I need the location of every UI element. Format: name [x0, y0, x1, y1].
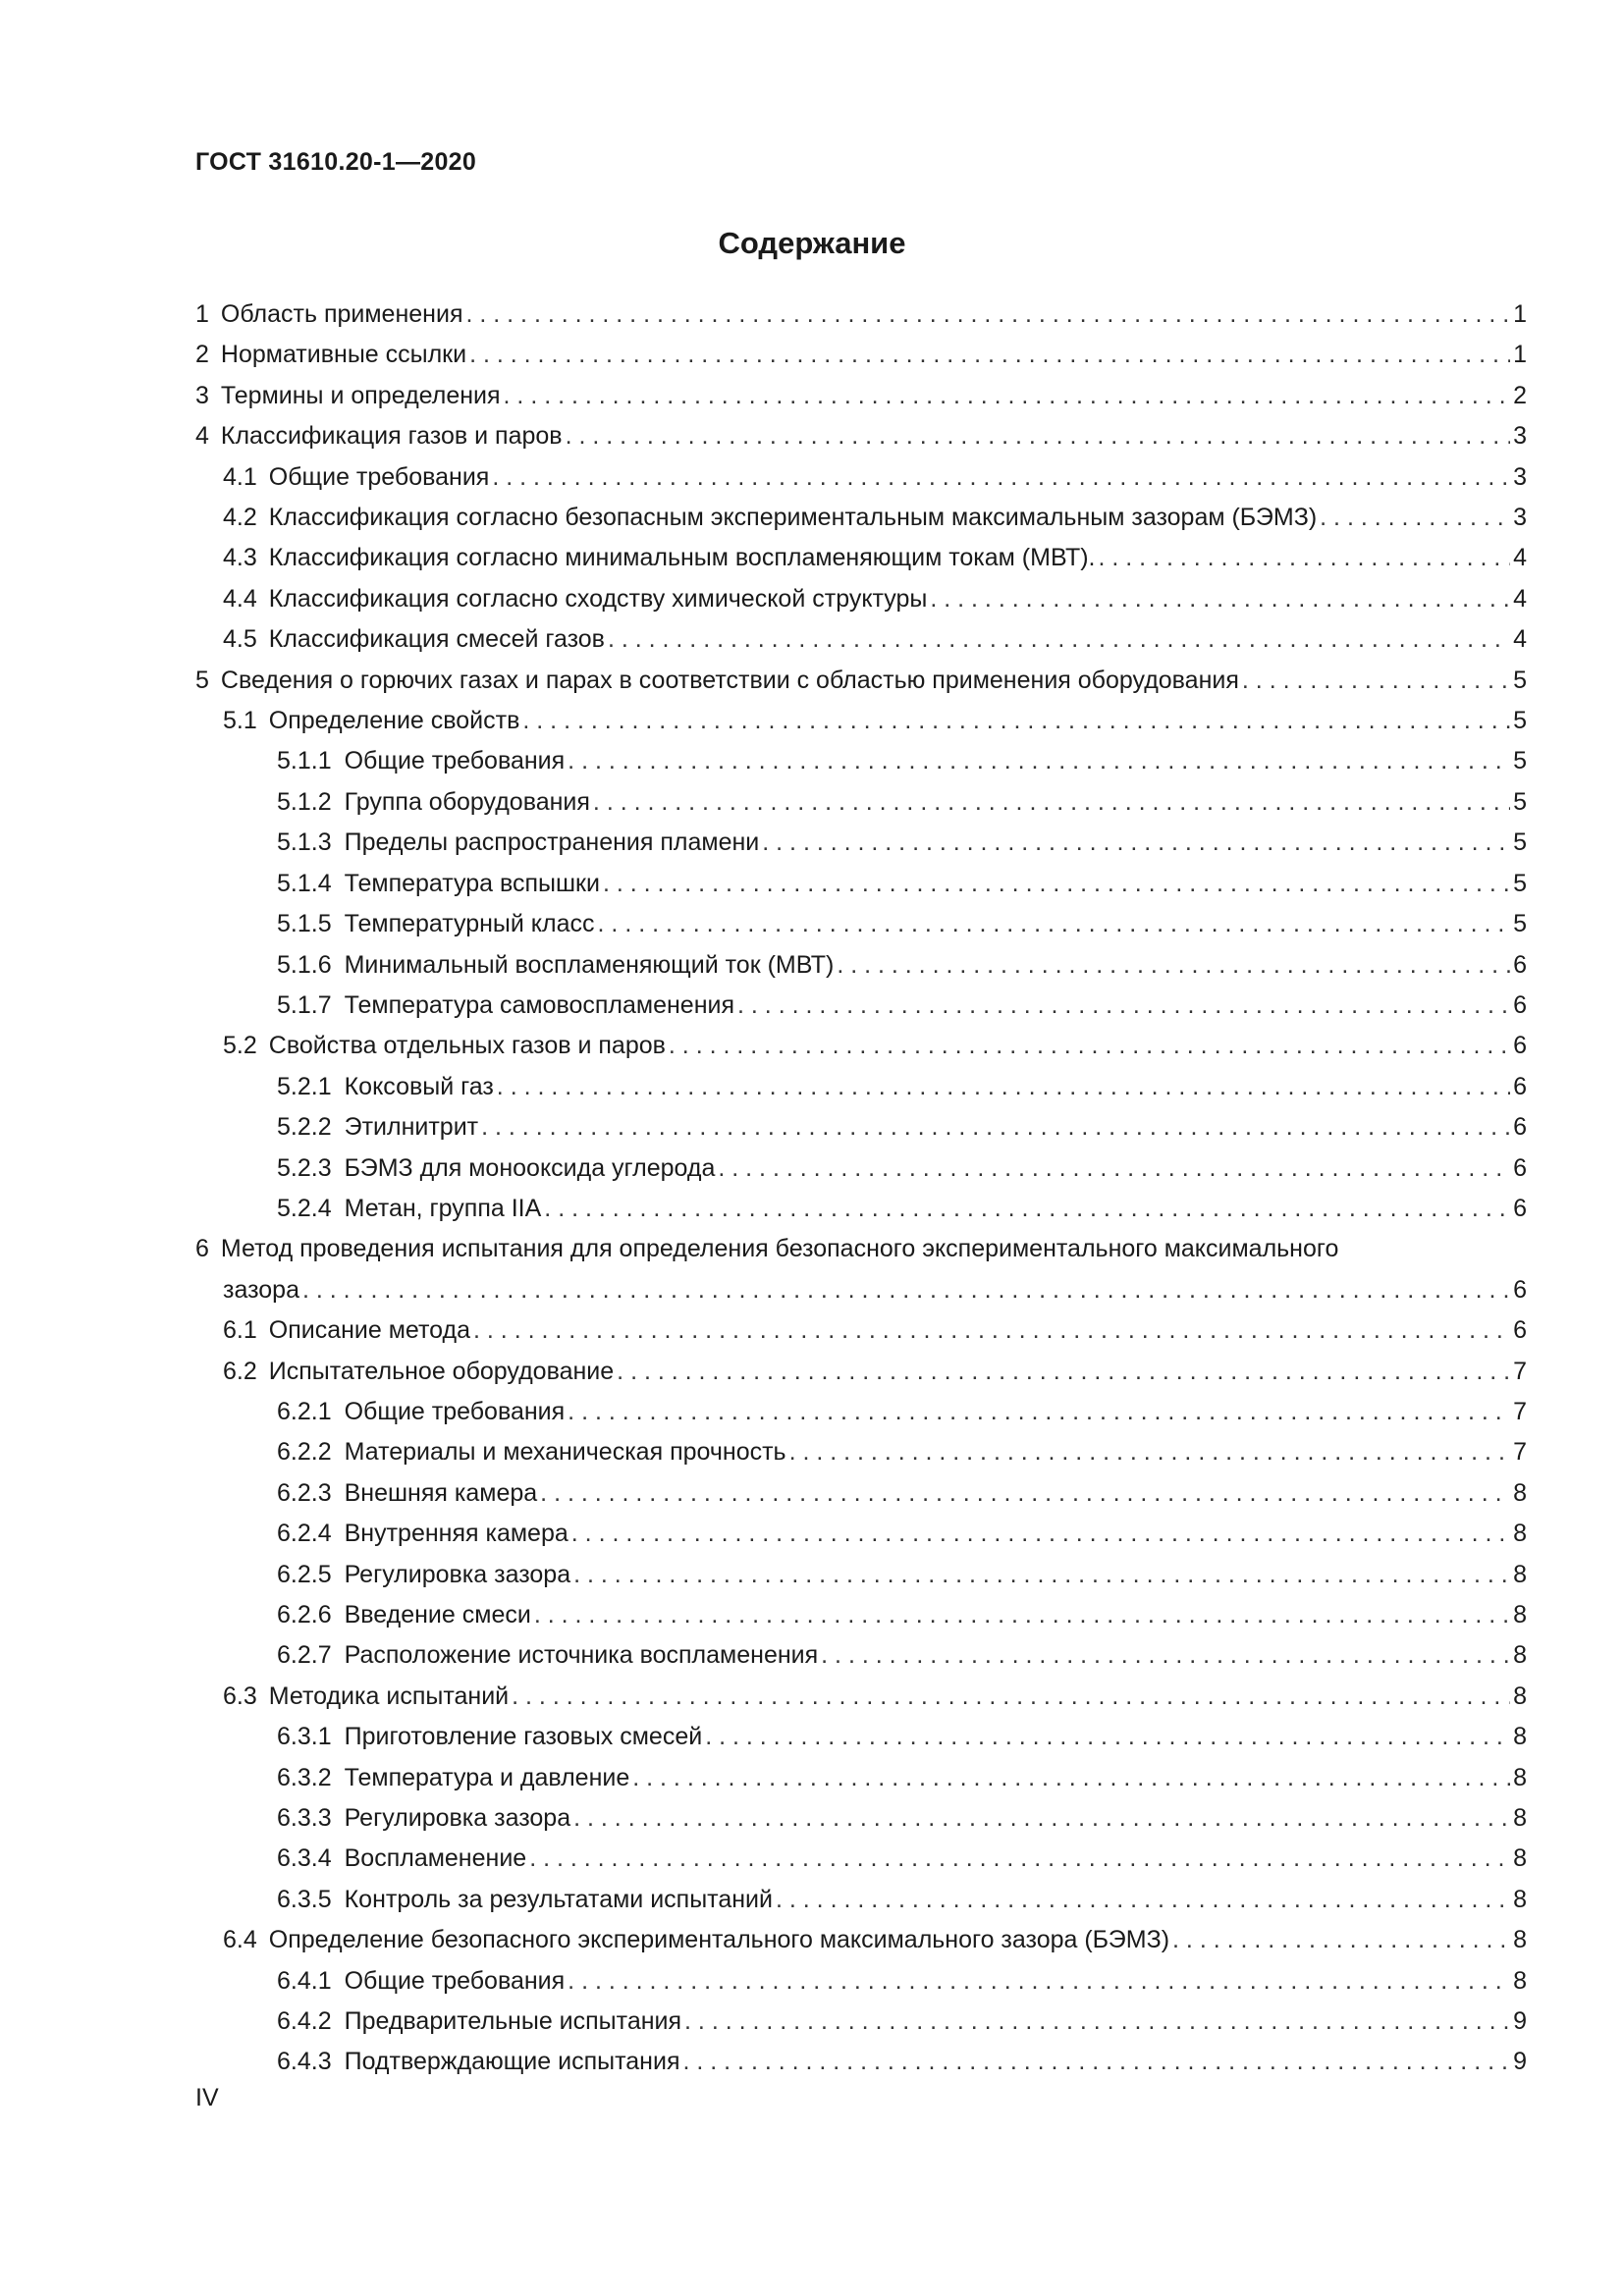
toc-entry-title: Общие требования: [344, 1966, 566, 1995]
dot-leader: [1172, 1920, 1510, 1960]
toc-entry-title: Метод проведения испытания для определения безопасного экспериментального максимального: [220, 1235, 1339, 1263]
dot-leader: [568, 741, 1510, 781]
dot-leader: [1099, 538, 1511, 578]
toc-entry[interactable]: [195, 904, 1527, 944]
toc-entry-title: Свойства отдельных газов и паров: [268, 1032, 666, 1060]
toc-entry-page: 6: [1513, 1153, 1527, 1182]
toc-entry-page: 8: [1513, 1926, 1527, 1954]
toc-entry-number: 6.3: [223, 1682, 257, 1710]
toc-entry[interactable]: [195, 619, 1527, 660]
dot-leader: [598, 904, 1511, 944]
toc-entry-page: 5: [1513, 910, 1527, 938]
toc-entry-page: 5: [1513, 747, 1527, 775]
toc-entry-number: 6.3.3: [277, 1804, 332, 1833]
toc-entry-number: 5.2: [223, 1032, 257, 1060]
toc-entry-number: 6.4: [223, 1926, 257, 1954]
dot-leader: [522, 701, 1510, 741]
toc-entry-page: 8: [1513, 1601, 1527, 1629]
dot-leader: [512, 1677, 1510, 1717]
dot-leader: [534, 1595, 1510, 1635]
toc-entry[interactable]: [195, 1432, 1527, 1472]
dot-leader: [608, 619, 1510, 660]
toc-entry-title: Описание метода: [268, 1316, 471, 1345]
toc-entry[interactable]: [195, 376, 1527, 416]
toc-entry-title: Определение свойств: [268, 707, 520, 735]
page-number: IV: [195, 2084, 219, 2111]
toc-entry-title: Материалы и механическая прочность: [344, 1438, 786, 1467]
toc-entry-number: 5.2.1: [277, 1072, 332, 1100]
toc-entry-number: 6.2.5: [277, 1560, 332, 1588]
toc-entry-title: Область применения: [220, 300, 463, 328]
dot-leader: [573, 1555, 1510, 1595]
toc-entry-title: Пределы распространения пламени: [344, 828, 760, 857]
dot-leader: [465, 294, 1510, 335]
toc-entry-number: 6: [195, 1235, 209, 1263]
dot-leader: [540, 1473, 1510, 1514]
toc-entry-title: Регулировка зазора: [344, 1804, 571, 1833]
toc-entry-number: 6.4.3: [277, 2048, 332, 2076]
toc-entry-number: 6.4.1: [277, 1966, 332, 1995]
toc-entry-page: 6: [1513, 1032, 1527, 1060]
toc-entry[interactable]: [195, 1839, 1527, 1879]
toc-entry-title: Классификация согласно безопасным экспериментальным максимальным зазорам (БЭМЗ): [268, 504, 1318, 532]
dot-leader: [302, 1270, 1510, 1310]
toc-entry-title: Температура самовоспламенения: [344, 990, 735, 1019]
toc-entry-number: 6.3.5: [277, 1885, 332, 1913]
toc-entry-page: 1: [1513, 341, 1527, 369]
toc-entry-title: Коксовый газ: [344, 1072, 494, 1100]
dot-leader: [492, 457, 1510, 498]
toc-entry-number: 6.2: [223, 1357, 257, 1385]
dot-leader: [762, 823, 1510, 863]
toc-entry-page: 3: [1513, 462, 1527, 491]
toc-entry-title: БЭМЗ для монооксида углерода: [344, 1153, 716, 1182]
toc-entry[interactable]: [195, 416, 1527, 456]
toc-entry-title: Введение смеси: [344, 1601, 531, 1629]
toc-entry[interactable]: [195, 864, 1527, 904]
toc-entry-page: 8: [1513, 1723, 1527, 1751]
toc-entry-title: Определение безопасного экспериментального максимального зазора (БЭМЗ): [268, 1926, 1170, 1954]
dot-leader: [529, 1839, 1510, 1879]
toc-entry-page: 4: [1513, 584, 1527, 613]
toc-entry-title: Приготовление газовых смесей: [344, 1723, 703, 1751]
toc-entry[interactable]: [195, 823, 1527, 863]
dot-leader: [684, 2002, 1510, 2042]
toc-entry-page: 5: [1513, 869, 1527, 897]
toc-entry[interactable]: [195, 457, 1527, 498]
toc-entry-title: Контроль за результатами испытаний: [344, 1885, 773, 1913]
toc-entry-page: 8: [1513, 1478, 1527, 1507]
toc-entry-page: 5: [1513, 787, 1527, 816]
dot-leader: [1242, 661, 1510, 701]
toc-entry[interactable]: [195, 986, 1527, 1026]
toc-entry-page: 6: [1513, 990, 1527, 1019]
toc-entry-title: Метан, группа IIA: [344, 1194, 542, 1222]
toc-entry-title: Этилнитрит: [344, 1113, 479, 1142]
toc-entry-page: 8: [1513, 1885, 1527, 1913]
dot-leader: [544, 1189, 1510, 1229]
toc-entry-page: 8: [1513, 1682, 1527, 1710]
toc-entry-number: 1: [195, 300, 209, 328]
toc-entry-number: 5.2.4: [277, 1194, 332, 1222]
toc-entry-page: 4: [1513, 625, 1527, 654]
toc-entry-number: 5.1.4: [277, 869, 332, 897]
toc-entry[interactable]: [195, 1026, 1527, 1066]
toc-entry-number: 5.1: [223, 707, 257, 735]
dot-leader: [571, 1514, 1510, 1554]
toc-entry-number: 5.1.1: [277, 747, 332, 775]
toc-entry[interactable]: [195, 498, 1527, 538]
toc-entry[interactable]: [195, 945, 1527, 986]
dot-leader: [705, 1717, 1510, 1757]
toc-entry[interactable]: [195, 538, 1527, 578]
toc-entry-page: 7: [1513, 1438, 1527, 1467]
toc-entry-title: Температурный класс: [344, 910, 595, 938]
toc-entry-number: 4: [195, 422, 209, 451]
toc-entry-number: 6.2.1: [277, 1397, 332, 1425]
toc-entry-number: 6.2.7: [277, 1641, 332, 1670]
toc-entry-page: 8: [1513, 1763, 1527, 1791]
toc-entry-page: 6: [1513, 1072, 1527, 1100]
toc-entry-page: 3: [1513, 504, 1527, 532]
toc-entry-page: 5: [1513, 828, 1527, 857]
dot-leader: [930, 579, 1510, 619]
toc-entry-page: 8: [1513, 1804, 1527, 1833]
dot-leader: [632, 1758, 1510, 1798]
toc-entry-page: 4: [1513, 544, 1527, 572]
toc-entry-number: 6.3.2: [277, 1763, 332, 1791]
toc-entry[interactable]: [195, 1555, 1527, 1595]
toc-entry-title: Расположение источника воспламенения: [344, 1641, 819, 1670]
toc-entry-page: 6: [1513, 950, 1527, 979]
toc-entry-page: 2: [1513, 381, 1527, 409]
toc-entry[interactable]: [195, 1798, 1527, 1839]
dot-leader: [568, 1961, 1510, 2002]
toc-entry-number: 5.1.2: [277, 787, 332, 816]
toc-entry[interactable]: [195, 1635, 1527, 1676]
dot-leader: [593, 782, 1510, 823]
toc-entry-number: 5.2.3: [277, 1153, 332, 1182]
toc-entry-title-continued: зазора: [223, 1275, 299, 1304]
toc-entry-number: 6.4.2: [277, 2007, 332, 2036]
table-of-contents: [195, 294, 1527, 2083]
toc-entry-number: 5.1.7: [277, 990, 332, 1019]
toc-entry-number: 4.5: [223, 625, 257, 654]
toc-title: Содержание: [718, 226, 906, 260]
toc-entry-title: Нормативные ссылки: [220, 341, 467, 369]
toc-entry[interactable]: [195, 1758, 1527, 1798]
toc-entry-title: Классификация смесей газов: [268, 625, 605, 654]
toc-entry-page: 6: [1513, 1194, 1527, 1222]
toc-entry-number: 5.1.3: [277, 828, 332, 857]
toc-entry-number: 6.2.6: [277, 1601, 332, 1629]
toc-entry-number: 5.1.6: [277, 950, 332, 979]
toc-entry-number: 5.1.5: [277, 910, 332, 938]
toc-entry[interactable]: [195, 701, 1527, 741]
toc-entry[interactable]: [195, 1473, 1527, 1514]
toc-entry-title: Классификация согласно минимальным воспламеняющим токам (МВТ).: [268, 544, 1096, 572]
toc-entry[interactable]: [195, 1392, 1527, 1432]
toc-entry[interactable]: [195, 1067, 1527, 1107]
toc-entry-title: Термины и определения: [220, 381, 501, 409]
toc-entry-number: 2: [195, 341, 209, 369]
toc-entry[interactable]: [195, 782, 1527, 823]
toc-entry-page: 7: [1513, 1397, 1527, 1425]
toc-entry-number: 5: [195, 666, 209, 694]
toc-entry-title: Методика испытаний: [268, 1682, 510, 1710]
toc-entry[interactable]: [195, 1229, 1527, 1310]
toc-entry-number: 4.3: [223, 544, 257, 572]
toc-entry[interactable]: [195, 661, 1527, 701]
toc-entry-number: 4.2: [223, 504, 257, 532]
toc-entry[interactable]: [195, 1961, 1527, 2002]
toc-entry-title: Группа оборудования: [344, 787, 590, 816]
toc-entry[interactable]: [195, 579, 1527, 619]
toc-entry[interactable]: [195, 1148, 1527, 1189]
toc-entry-page: 9: [1513, 2007, 1527, 2036]
dot-leader: [776, 1880, 1510, 1920]
toc-entry-number: 6.2.3: [277, 1478, 332, 1507]
toc-entry-title: Общие требования: [268, 462, 490, 491]
toc-entry-title: Температура и давление: [344, 1763, 630, 1791]
dot-leader: [481, 1107, 1510, 1148]
toc-entry-title: Внешняя камера: [344, 1478, 538, 1507]
toc-entry-title: Общие требования: [344, 747, 566, 775]
toc-entry-page: 8: [1513, 1966, 1527, 1995]
toc-entry-title: Классификация согласно сходству химической структуры: [268, 584, 928, 613]
toc-entry-title: Общие требования: [344, 1397, 566, 1425]
dot-leader: [603, 864, 1510, 904]
toc-entry-title: Регулировка зазора: [344, 1560, 571, 1588]
toc-entry[interactable]: [195, 1717, 1527, 1757]
toc-entry-page: 7: [1513, 1357, 1527, 1385]
toc-entry[interactable]: [195, 1920, 1527, 1960]
toc-entry-title: Температура вспышки: [344, 869, 600, 897]
toc-entry-page: 6: [1513, 1316, 1527, 1345]
dot-leader: [497, 1067, 1510, 1107]
dot-leader: [473, 1310, 1510, 1351]
toc-entry-page: 5: [1513, 666, 1527, 694]
toc-entry[interactable]: [195, 294, 1527, 335]
toc-entry[interactable]: [195, 1677, 1527, 1717]
toc-entry[interactable]: [195, 1189, 1527, 1229]
toc-entry[interactable]: [195, 335, 1527, 375]
dot-leader: [682, 2042, 1510, 2082]
dot-leader: [573, 1798, 1510, 1839]
dot-leader: [789, 1432, 1511, 1472]
dot-leader: [568, 1392, 1510, 1432]
toc-entry[interactable]: [195, 1514, 1527, 1554]
toc-entry-page: 8: [1513, 1641, 1527, 1670]
toc-entry-title: Испытательное оборудование: [268, 1357, 615, 1385]
dot-leader: [469, 335, 1510, 375]
toc-entry-number: 6.1: [223, 1316, 257, 1345]
toc-entry-page: 8: [1513, 1520, 1527, 1548]
toc-entry-title: Сведения о горючих газах и парах в соответствии с областью применения оборудования: [220, 666, 1239, 694]
toc-entry-page: 8: [1513, 1844, 1527, 1873]
toc-entry-number: 6.3.4: [277, 1844, 332, 1873]
toc-entry-page: 3: [1513, 422, 1527, 451]
toc-entry-title: Классификация газов и паров: [220, 422, 563, 451]
toc-entry-title: Предварительные испытания: [344, 2007, 682, 2036]
dot-leader: [617, 1352, 1510, 1392]
toc-entry[interactable]: [195, 2002, 1527, 2042]
toc-entry-page: 6: [1513, 1275, 1527, 1304]
toc-entry[interactable]: [195, 1310, 1527, 1351]
toc-entry-title: Внутренняя камера: [344, 1520, 568, 1548]
toc-entry-number: 4.4: [223, 584, 257, 613]
toc-entry[interactable]: [195, 741, 1527, 781]
dot-leader: [504, 376, 1511, 416]
toc-entry-title: Воспламенение: [344, 1844, 527, 1873]
toc-entry-title: Подтверждающие испытания: [344, 2048, 680, 2076]
toc-entry-page: 1: [1513, 300, 1527, 328]
dot-leader: [718, 1148, 1510, 1189]
toc-entry-number: 6.2.2: [277, 1438, 332, 1467]
dot-leader: [821, 1635, 1510, 1676]
toc-entry-number: 6.3.1: [277, 1723, 332, 1751]
toc-entry[interactable]: [195, 1352, 1527, 1392]
toc-entry-number: 3: [195, 381, 209, 409]
toc-entry-title: Минимальный воспламеняющий ток (МВТ): [344, 950, 835, 979]
toc-entry[interactable]: [195, 1595, 1527, 1635]
document-code: ГОСТ 31610.20-1—2020: [195, 148, 477, 176]
toc-entry[interactable]: [195, 1107, 1527, 1148]
toc-entry-page: 6: [1513, 1113, 1527, 1142]
toc-entry-page: 9: [1513, 2048, 1527, 2076]
toc-entry[interactable]: [195, 1880, 1527, 1920]
toc-entry-number: 6.2.4: [277, 1520, 332, 1548]
toc-entry-number: 4.1: [223, 462, 257, 491]
dot-leader: [837, 945, 1510, 986]
toc-entry-page: 5: [1513, 707, 1527, 735]
dot-leader: [669, 1026, 1510, 1066]
toc-entry[interactable]: [195, 2042, 1527, 2082]
toc-entry-number: 5.2.2: [277, 1113, 332, 1142]
dot-leader: [1320, 498, 1510, 538]
dot-leader: [737, 986, 1510, 1026]
toc-entry-page: 8: [1513, 1560, 1527, 1588]
dot-leader: [566, 416, 1511, 456]
